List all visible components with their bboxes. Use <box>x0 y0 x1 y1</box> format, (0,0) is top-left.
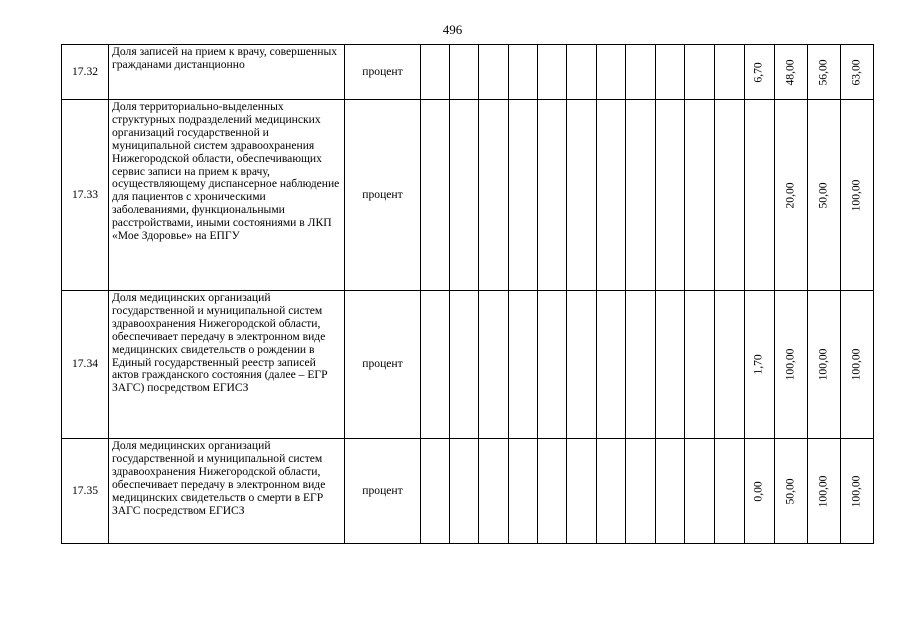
value-cell <box>840 439 873 544</box>
value-text: 100,00 <box>816 348 830 381</box>
value-cell <box>715 439 745 544</box>
value-cell <box>745 291 775 439</box>
value-cell <box>567 100 597 291</box>
value-cell <box>626 291 656 439</box>
value-cell <box>840 291 873 439</box>
value-cell <box>685 439 715 544</box>
value-cell <box>685 100 715 291</box>
value-cell <box>807 291 840 439</box>
value-cell <box>479 45 509 100</box>
value-cell <box>775 439 808 544</box>
value-cell <box>840 45 873 100</box>
value-cell <box>450 439 479 544</box>
value-cell <box>685 45 715 100</box>
value-cell <box>479 439 509 544</box>
value-cell <box>775 45 808 100</box>
value-text: 20,00 <box>783 181 797 209</box>
value-cell <box>450 291 479 439</box>
value-cell <box>450 45 479 100</box>
value-cell <box>597 291 626 439</box>
unit-cell: процент <box>345 439 421 544</box>
value-cell <box>509 45 538 100</box>
value-text: 6,70 <box>752 61 766 83</box>
value-cell <box>479 100 509 291</box>
indicator-name: Доля записей на прием к врачу, совершенных гражданами дистанционно <box>109 45 345 100</box>
value-cell <box>421 100 450 291</box>
value-cell <box>656 45 685 100</box>
value-cell <box>775 100 808 291</box>
value-cell <box>597 439 626 544</box>
indicator-name: Доля медицинских организаций государственной и муниципальной систем здравоохранения Нижегородской области, обеспечивает передачу в электронном виде медицинских свидетельств о рождении в Единый государственный реестр записей актов гражданского состояния (далее – ЕГР ЗАГС) посредством ЕГИСЗ <box>109 291 345 439</box>
indicator-name: Доля территориально-выделенных структурных подразделений медицинских организаций государственной и муниципальной систем здравоохранения Нижегородской области, обеспечивающих сервис записи на прием к врачу, осуществляющему диспансерное наблюдение для пациентов с хроническими заболеваниями, функциональными расстройствами, иными состояниями в ЛКП «Мое Здоровье» на ЕПГУ <box>109 100 345 291</box>
value-text: 100,00 <box>849 348 863 381</box>
value-cell <box>421 439 450 544</box>
value-text: 100,00 <box>849 475 863 507</box>
value-text: 50,00 <box>783 477 797 505</box>
row-number: 17.35 <box>62 439 109 544</box>
value-text: 63,00 <box>849 58 863 86</box>
value-cell <box>715 45 745 100</box>
value-cell <box>538 439 567 544</box>
value-cell <box>597 100 626 291</box>
row-number: 17.32 <box>62 45 109 100</box>
value-cell <box>538 291 567 439</box>
value-text: 1,70 <box>752 354 766 375</box>
value-text: 56,00 <box>816 58 830 86</box>
unit-cell: процент <box>345 291 421 439</box>
value-cell <box>509 439 538 544</box>
value-cell <box>509 291 538 439</box>
value-cell <box>597 45 626 100</box>
value-cell <box>656 291 685 439</box>
table-row <box>62 439 874 544</box>
table-row <box>62 100 874 291</box>
value-cell <box>685 291 715 439</box>
value-cell <box>567 45 597 100</box>
value-cell <box>626 45 656 100</box>
value-text: 100,00 <box>783 348 797 381</box>
unit-cell: процент <box>345 45 421 100</box>
value-text: 100,00 <box>816 475 830 507</box>
value-cell <box>656 439 685 544</box>
value-cell <box>807 439 840 544</box>
value-cell <box>840 100 873 291</box>
value-cell <box>745 439 775 544</box>
indicator-table <box>61 44 874 544</box>
value-cell <box>807 45 840 100</box>
value-cell <box>421 291 450 439</box>
value-cell <box>715 100 745 291</box>
value-cell <box>567 439 597 544</box>
value-cell <box>745 100 775 291</box>
row-number: 17.34 <box>62 291 109 439</box>
value-text: 0,00 <box>752 480 766 502</box>
value-cell <box>567 291 597 439</box>
row-number: 17.33 <box>62 100 109 291</box>
value-cell <box>715 291 745 439</box>
value-text: 50,00 <box>816 181 830 209</box>
value-text: 100,00 <box>849 179 863 211</box>
value-cell <box>626 100 656 291</box>
value-cell <box>450 100 479 291</box>
value-cell <box>775 291 808 439</box>
value-cell <box>421 45 450 100</box>
table-row <box>62 291 874 439</box>
value-cell <box>656 100 685 291</box>
value-cell <box>538 100 567 291</box>
page-number: 496 <box>442 22 463 37</box>
indicator-name: Доля медицинских организаций государственной и муниципальной систем здравоохранения Нижегородской области, обеспечивает передачу в электронном виде медицинских свидетельств о смерти в ЕГР ЗАГС посредством ЕГИСЗ <box>109 439 345 544</box>
value-cell <box>479 291 509 439</box>
table-row <box>62 45 874 100</box>
value-cell <box>626 439 656 544</box>
value-cell <box>807 100 840 291</box>
value-cell <box>745 45 775 100</box>
unit-cell: процент <box>345 100 421 291</box>
value-text: 48,00 <box>783 58 797 86</box>
value-cell <box>538 45 567 100</box>
value-cell <box>509 100 538 291</box>
